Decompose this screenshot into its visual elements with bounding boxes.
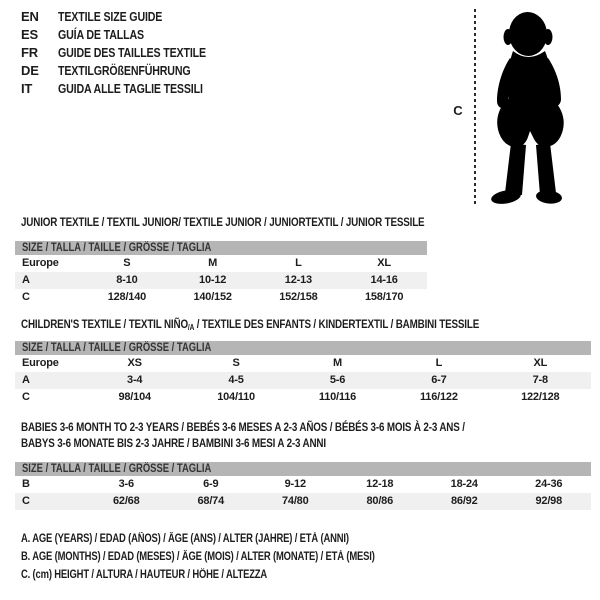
size-value-cell: 152/158 <box>279 291 318 303</box>
size-value-cell: 104/110 <box>217 391 255 403</box>
children-size-bar <box>15 341 591 355</box>
size-table-row <box>15 476 591 493</box>
size-value-cell: 86/92 <box>450 495 478 507</box>
size-table-row <box>15 255 427 272</box>
size-value-cell: 5-6 <box>329 374 346 386</box>
size-value-cell: XL <box>377 257 391 269</box>
lang-row-es <box>21 26 238 44</box>
size-value-cell: S <box>123 257 131 269</box>
size-value-cell: 10-12 <box>199 274 227 286</box>
size-value-cell: 80/86 <box>366 495 394 507</box>
text-line: B. AGE (MONTHS) / EDAD (MESES) / ÂGE (MOIS) / ALTER (MONATE) / ETÀ (MESI) <box>21 551 375 563</box>
size-value-cell: L <box>295 257 302 269</box>
size-value-cell: 110/116 <box>318 391 357 403</box>
size-value-cell: 8-10 <box>116 274 138 286</box>
junior-table-title <box>21 214 513 230</box>
size-value-cell: M <box>332 357 342 369</box>
row-label-cell: C <box>22 291 30 303</box>
lang-code: FR <box>21 45 38 60</box>
size-value-cell: 140/152 <box>193 291 232 303</box>
text-line: JUNIOR TEXTILE / TEXTIL JUNIOR/ TEXTILE JUNIOR / JUNIORTEXTIL / JUNIOR TESSILE <box>21 215 425 229</box>
lang-row-de <box>21 62 238 80</box>
size-bar-label: SIZE / TALLA / TAILLE / GRÖSSE / TAGLIA <box>22 242 212 254</box>
size-table-row <box>15 355 591 372</box>
lang-row-fr <box>21 44 238 62</box>
lang-title: GUIDA ALLE TAGLIE TESSILI <box>58 81 203 96</box>
lang-code: EN <box>21 9 39 24</box>
size-bar-label: SIZE / TALLA / TAILLE / GRÖSSE / TAGLIA <box>22 342 212 354</box>
height-measure-dashed-line <box>474 9 476 205</box>
size-value-cell: M <box>208 257 218 269</box>
size-value-cell: 116/122 <box>419 391 458 403</box>
height-measure-label: C <box>453 103 463 118</box>
size-value-cell: 74/80 <box>281 495 309 507</box>
lang-title: TEXTILE SIZE GUIDE <box>58 9 163 24</box>
size-value-cell: 24-36 <box>535 478 563 490</box>
size-value-cell: 18-24 <box>450 478 478 490</box>
children-size-table <box>15 355 591 406</box>
size-value-cell: 92/98 <box>535 495 563 507</box>
row-label-cell: Europe <box>22 257 59 269</box>
size-table-row <box>15 389 591 406</box>
subscript-segment: /A <box>187 323 195 332</box>
size-value-cell: XS <box>127 357 142 369</box>
text-segment: / TEXTILE DES ENFANTS / KINDERTEXTIL / BAMBINI TESSILE <box>194 317 480 331</box>
size-value-cell: XL <box>533 357 548 369</box>
lang-title: TEXTILGRÖßENFÜHRUNG <box>58 63 191 78</box>
size-table-row <box>15 372 591 389</box>
size-value-cell: 3-4 <box>127 374 143 386</box>
size-table-row <box>15 289 427 306</box>
junior-size-bar <box>15 241 427 255</box>
lang-code: ES <box>21 27 38 42</box>
size-value-cell: 128/140 <box>107 291 147 303</box>
legend-footnotes <box>21 530 452 584</box>
size-value-cell: 62/68 <box>112 495 140 507</box>
size-table-row <box>15 493 591 510</box>
size-value-cell: 158/170 <box>364 291 404 303</box>
size-value-cell: 12-18 <box>366 478 394 490</box>
size-value-cell: 9-12 <box>284 478 306 490</box>
size-value-cell: 68/74 <box>197 495 225 507</box>
size-value-cell: 7-8 <box>532 374 548 386</box>
size-bar-label: SIZE / TALLA / TAILLE / GRÖSSE / TAGLIA <box>22 463 212 475</box>
text-line: C. (cm) HEIGHT / ALTURA / HAUTEUR / HÖHE / ALTEZZA <box>21 569 268 581</box>
lang-row-it <box>21 80 238 98</box>
row-label-cell: C <box>22 391 30 403</box>
size-value-cell: L <box>435 357 443 369</box>
size-value-cell: 6-9 <box>203 478 219 490</box>
text-line: BABIES 3-6 MONTH TO 2-3 YEARS / BEBÉS 3-6 MESES A 2-3 AÑOS / BÉBÉS 3-6 MOIS À 2-3 ANS / <box>21 420 465 434</box>
size-value-cell: S <box>232 357 240 369</box>
size-value-cell: 12-13 <box>284 274 312 286</box>
row-label-cell: C <box>22 495 30 507</box>
row-label-cell: B <box>22 478 30 490</box>
children-table-title <box>21 316 580 336</box>
row-label-cell: A <box>22 274 30 286</box>
size-value-cell: 98/104 <box>118 391 151 403</box>
text-segment: CHILDREN'S TEXTILE / TEXTIL NIÑO <box>21 317 188 331</box>
size-value-cell: 4-5 <box>228 374 244 386</box>
size-value-cell: 122/128 <box>521 391 560 403</box>
size-value-cell: 6-7 <box>431 374 447 386</box>
size-table-row <box>15 272 427 289</box>
row-label-cell: Europe <box>22 357 59 369</box>
lang-title: GUIDE DES TAILLES TEXTILE <box>58 45 206 60</box>
lang-code: IT <box>21 81 33 96</box>
size-value-cell: 3-6 <box>118 478 134 490</box>
lang-title: GUÍA DE TALLAS <box>58 27 144 42</box>
size-value-cell: 14-16 <box>370 274 398 286</box>
text-line: A. AGE (YEARS) / EDAD (AÑOS) / ÂGE (ANS) / ALTER (JAHRE) / ETÀ (ANNI) <box>21 533 349 545</box>
toddler-silhouette-icon <box>479 5 579 207</box>
lang-row-en <box>21 8 238 26</box>
babies-size-bar <box>15 462 591 476</box>
junior-size-table <box>15 255 427 306</box>
text-line: BABYS 3-6 MONATE BIS 2-3 JAHRE / BAMBINI 3-6 MESI A 2-3 ANNI <box>21 436 326 450</box>
row-label-cell: A <box>22 374 30 386</box>
babies-table-title <box>21 419 562 451</box>
lang-code: DE <box>21 63 39 78</box>
babies-size-table <box>15 476 591 510</box>
language-legend <box>21 8 238 98</box>
children-table-title-text <box>21 316 479 336</box>
